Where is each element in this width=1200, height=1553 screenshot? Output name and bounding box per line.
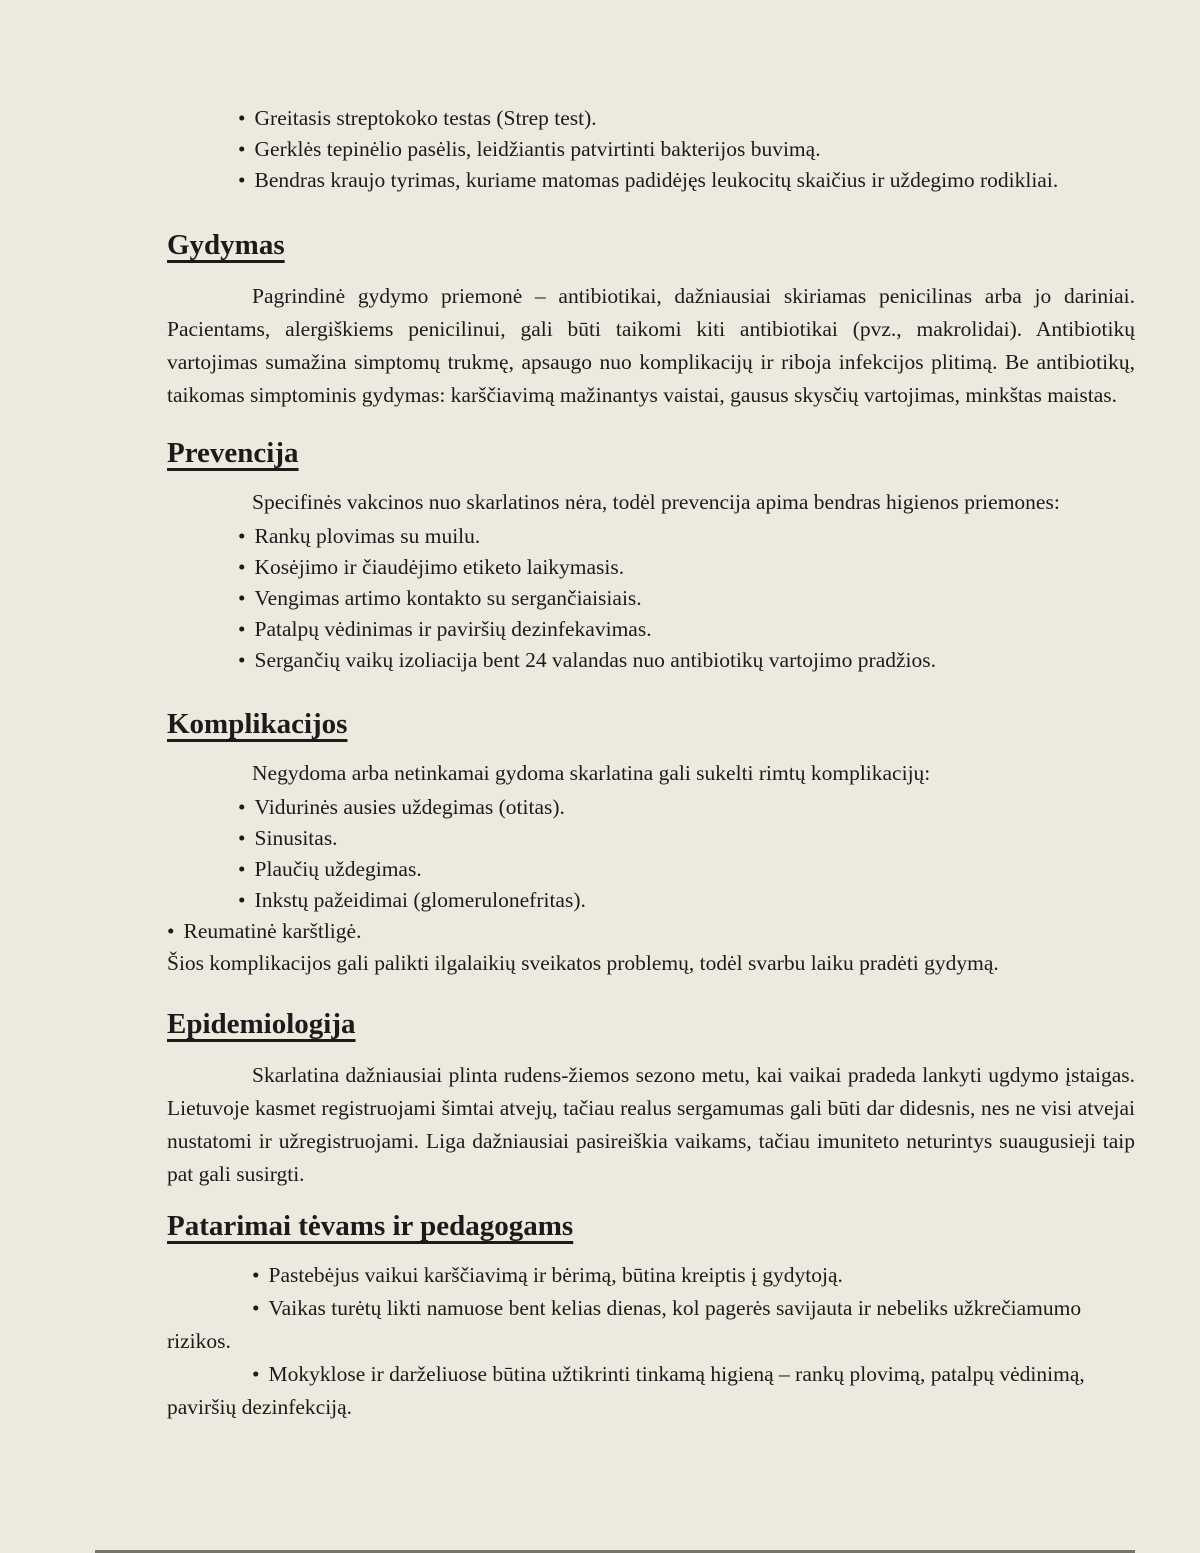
bullet-item	[167, 854, 1135, 885]
bullet-item	[167, 1358, 1135, 1424]
bullet-marker: •	[252, 1296, 260, 1320]
bullet-text: Sergančių vaikų izoliacija bent 24 valandas nuo antibiotikų vartojimo pradžios.	[254, 648, 936, 672]
bullet-marker: •	[252, 1263, 260, 1287]
bullet-item-outdented	[167, 916, 1135, 947]
bullet-item	[167, 645, 1135, 676]
bullet-item	[167, 103, 1135, 134]
section-prevencija	[167, 433, 1135, 676]
complications-bullet-list	[167, 792, 1135, 947]
bullet-text: Bendras kraujo tyrimas, kuriame matomas padidėjęs leukocitų skaičius ir uždegimo rodikliai.	[254, 168, 1059, 192]
bullet-marker: •	[238, 648, 246, 672]
bullet-text: Inkstų pažeidimai (glomerulonefritas).	[254, 888, 586, 912]
section-patarimai	[167, 1206, 1135, 1424]
bullet-marker: •	[252, 1362, 260, 1386]
advice-bullet-list	[167, 1259, 1135, 1424]
bullet-text: Vaikas turėtų likti namuose bent kelias dienas, kol pagerės savijauta ir nebeliks užkrečiamumo rizikos.	[167, 1296, 1082, 1353]
bullet-marker: •	[238, 857, 246, 881]
section-heading: Gydymas	[167, 229, 285, 261]
bullet-item	[167, 165, 1135, 196]
bullet-text: Vengimas artimo kontakto su sergančiaisiais.	[254, 586, 642, 610]
section-epidemiologija	[167, 1004, 1135, 1191]
bullet-item	[167, 792, 1135, 823]
bullet-item	[167, 521, 1135, 552]
bullet-text: Mokyklose ir darželiuose būtina užtikrinti tinkamą higieną – rankų plovimą, patalpų vėdinimą, paviršių dezinfekciją.	[167, 1362, 1085, 1419]
bullet-marker: •	[238, 617, 246, 641]
section-heading: Patarimai tėvams ir pedagogams	[167, 1210, 574, 1242]
bullet-marker: •	[238, 826, 246, 850]
section-closing: Šios komplikacijos gali palikti ilgalaikių sveikatos problemų, todėl svarbu laiku pradėti gydymą.	[167, 951, 999, 975]
bullet-item	[167, 552, 1135, 583]
section-gydymas	[167, 225, 1135, 412]
bullet-text: Sinusitas.	[254, 826, 338, 850]
section-heading: Prevencija	[167, 437, 299, 469]
section-intro: Specifinės vakcinos nuo skarlatinos nėra, todėl prevencija apima bendras higienos priemones:	[252, 490, 1060, 514]
bullet-item	[167, 823, 1135, 854]
section-heading: Komplikacijos	[167, 708, 348, 740]
bullet-text: Gerklės tepinėlio pasėlis, leidžiantis patvirtinti bakterijos buvimą.	[254, 137, 821, 161]
bullet-marker: •	[167, 919, 175, 943]
section-intro: Negydoma arba netinkamai gydoma skarlatina gali sukelti rimtų komplikacijų:	[252, 761, 931, 785]
bullet-text: Pastebėjus vaikui karščiavimą ir bėrimą, būtina kreiptis į gydytoją.	[268, 1263, 843, 1287]
bullet-item	[167, 134, 1135, 165]
bullet-item	[167, 1259, 1135, 1292]
bullet-text: Vidurinės ausies uždegimas (otitas).	[254, 795, 565, 819]
bullet-text: Kosėjimo ir čiaudėjimo etiketo laikymasis.	[254, 555, 625, 579]
bullet-marker: •	[238, 586, 246, 610]
bullet-text: Rankų plovimas su muilu.	[254, 524, 481, 548]
bullet-marker: •	[238, 555, 246, 579]
section-heading: Epidemiologija	[167, 1008, 356, 1040]
bullet-item	[167, 885, 1135, 916]
diagnostics-bullet-list	[167, 103, 1135, 196]
bullet-text: Plaučių uždegimas.	[254, 857, 422, 881]
bullet-marker: •	[238, 795, 246, 819]
bullet-item	[167, 583, 1135, 614]
bullet-text: Reumatinė karštligė.	[183, 919, 362, 943]
section-paragraph: Skarlatina dažniausiai plinta rudens-žiemos sezono metu, kai vaikai pradeda lankyti ugdymo įstaigas. Lietuvoje kasmet registruojami šimtai atvejų, tačiau realus sergamumas gali būti dar didesnis, nes ne visi atvejai nustatomi ir užregistruojami. Liga dažniausiai pasireiškia vaikams, tačiau imuniteto neturintys suaugusieji taip pat gali susirgti.	[167, 1063, 1135, 1186]
bullet-text: Greitasis streptokoko testas (Strep test).	[254, 106, 597, 130]
bullet-item	[167, 614, 1135, 645]
section-komplikacijos	[167, 704, 1135, 980]
bullet-marker: •	[238, 106, 246, 130]
bullet-marker: •	[238, 888, 246, 912]
bullet-marker: •	[238, 137, 246, 161]
document-content	[167, 103, 1135, 1424]
bullet-marker: •	[238, 524, 246, 548]
bullet-marker: •	[238, 168, 246, 192]
prevention-bullet-list	[167, 521, 1135, 676]
bullet-item	[167, 1292, 1135, 1358]
bullet-text: Patalpų vėdinimas ir paviršių dezinfekavimas.	[254, 617, 652, 641]
section-paragraph: Pagrindinė gydymo priemonė – antibiotikai, dažniausiai skiriamas penicilinas arba jo dariniai. Pacientams, alergiškiems penicilinui, gali būti taikomi kiti antibiotikai (pvz., makrolidai). Antibiotikų vartojimas sumažina simptomų trukmę, apsaugo nuo komplikacijų ir riboja infekcijos plitimą. Be antibiotikų, taikomas simptominis gydymas: karščiavimą mažinantys vaistai, gausus skysčių vartojimas, minkštas maistas.	[167, 284, 1135, 407]
